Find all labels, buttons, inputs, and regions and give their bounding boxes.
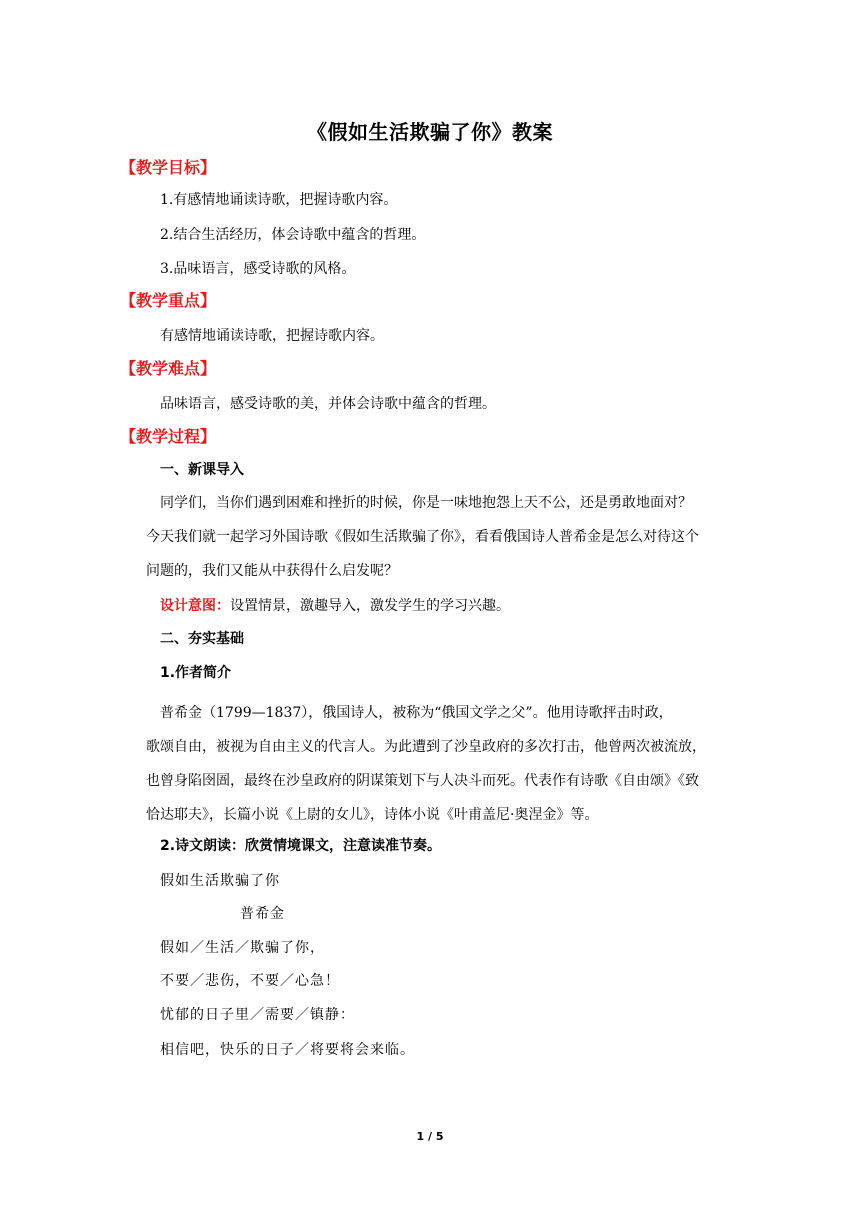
poem-author: 普希金 [240,906,285,922]
author-intro-line: 恰达耶夫》，长篇小说《上尉的女儿》，诗体小说《叶甫盖尼·奥涅金》等。 [146,807,599,823]
intro-paragraph-line: 今天我们就一起学习外国诗歌《假如生活欺骗了你》，看看俄国诗人普希金是怎么对待这个 [146,529,699,545]
part2-title: 二、夯实基础 [160,631,244,647]
poem-line: 假如／生活／欺骗了你， [160,940,325,956]
objective-item: 1.有感情地诵读诗歌，把握诗歌内容。 [160,192,398,208]
reading-heading: 2.诗文朗读：欣赏情境课文，注意读准节奏。 [160,838,442,854]
author-intro-line: 普希金（1799—1837），俄国诗人，被称为“俄国文学之父”。他用诗歌抨击时政， [160,705,673,721]
objective-item: 3.品味语言，感受诗歌的风格。 [160,261,356,277]
key-points-text: 有感情地诵读诗歌，把握诗歌内容。 [160,328,384,344]
page-number: 1 / 5 [416,1130,444,1143]
objectives-heading: 【教学目标】 [120,158,217,177]
author-intro-line: 歌颂自由，被视为自由主义的代言人。为此遭到了沙皇政府的多次打击，他曾两次被流放， [146,739,706,755]
document-title: 《假如生活欺骗了你》教案 [307,120,553,144]
intro-paragraph-line: 同学们，当你们遇到困难和挫折的时候，你是一味地抱怨上天不公，还是勇敢地面对？ [160,495,692,511]
intro-paragraph-line: 问题的，我们又能从中获得什么启发呢？ [146,563,398,579]
difficulties-text: 品味语言，感受诗歌的美，并体会诗歌中蕴含的哲理。 [160,396,496,412]
poem-line: 忧郁的日子里／需要／镇静： [160,1007,355,1023]
author-intro-heading: 1.作者简介 [160,665,232,681]
poem-line: 不要／悲伤，不要／心急！ [160,973,340,989]
author-intro-line: 也曾身陷囹圄，最终在沙皇政府的阴谋策划下与人决斗而死。代表作有诗歌《自由颂》《致 [146,773,699,789]
design-intent-text: 设置情景，激趣导入，激发学生的学习兴趣。 [230,598,510,614]
poem-title: 假如生活欺骗了你 [160,873,280,889]
part1-title: 一、新课导入 [160,462,244,478]
poem-line: 相信吧，快乐的日子／将要将会来临。 [160,1042,415,1058]
key-points-heading: 【教学重点】 [120,291,217,310]
design-intent-label: 设计意图： [160,598,230,614]
process-heading: 【教学过程】 [120,427,217,446]
objective-item: 2.结合生活经历，体会诗歌中蕴含的哲理。 [160,227,426,243]
difficulties-heading: 【教学难点】 [120,359,217,378]
design-intent [160,596,510,616]
